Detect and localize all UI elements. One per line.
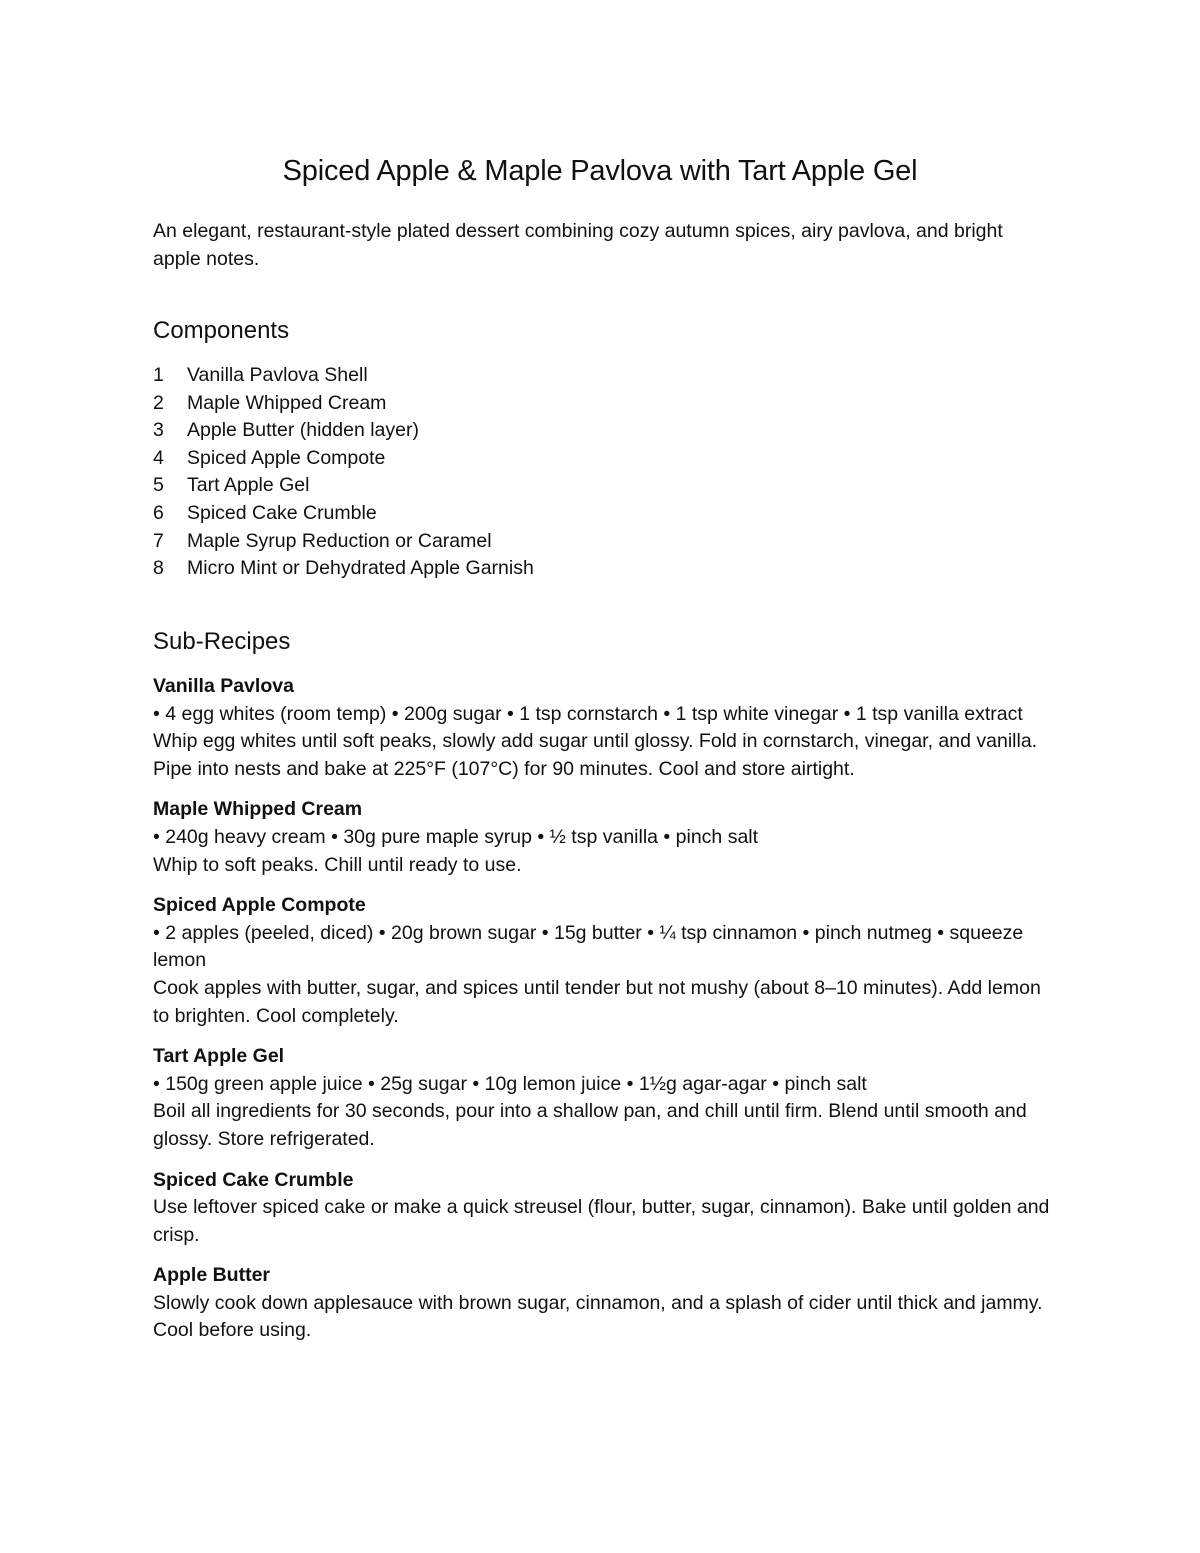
recipe-name: Spiced Apple Compote	[153, 894, 366, 917]
recipe-ingredients: • 2 apples (peeled, diced) • 20g brown sugar • 15g butter • ¼ tsp cinnamon • pinch nutmeg • squeeze lemon	[153, 921, 1024, 972]
list-item-label: Vanilla Pavlova Shell	[187, 364, 368, 386]
list-item-label: Tart Apple Gel	[187, 474, 310, 497]
list-item	[153, 500, 534, 528]
recipe-apple-butter	[153, 1262, 1051, 1345]
recipe-method: Use leftover spiced cake or make a quick streusel (flour, butter, sugar, cinnamon). Bake until golden and crisp.	[153, 1196, 1050, 1246]
list-item-number: 2	[153, 391, 164, 414]
list-item-number: 6	[153, 501, 164, 524]
recipe-ingredients: • 150g green apple juice • 25g sugar • 10g lemon juice • 1½g agar-agar • pinch salt	[153, 1072, 867, 1095]
recipe-spiced-cake-crumble	[153, 1167, 1051, 1250]
list-item	[153, 445, 534, 473]
components-heading: Components	[153, 317, 290, 344]
recipe-method: Boil all ingredients for 30 seconds, pour into a shallow pan, and chill until firm. Blend until smooth and glossy. Store refrigerated.	[153, 1100, 1027, 1150]
recipe-tart-apple-gel	[153, 1043, 1051, 1153]
recipe-name: Spiced Cake Crumble	[153, 1168, 354, 1191]
list-item	[153, 390, 534, 418]
recipe-name: Apple Butter	[153, 1264, 270, 1287]
components-list	[153, 362, 534, 583]
list-item-label: Apple Butter (hidden layer)	[187, 419, 419, 442]
list-item-label: Spiced Apple Compote	[187, 446, 386, 469]
list-item	[153, 362, 534, 390]
recipe-maple-whipped-cream	[153, 796, 1051, 879]
subrecipes-section	[153, 673, 1051, 1358]
list-item-number: 1	[153, 364, 164, 386]
list-item-number: 4	[153, 446, 164, 469]
list-item	[153, 528, 534, 556]
recipe-method: Whip egg whites until soft peaks, slowly add sugar until glossy. Fold in cornstarch, vinegar, and vanilla. Pipe into nests and bake at 225°F (107°C) for 90 minutes. Cool and store airtight.	[153, 730, 1038, 780]
subrecipes-heading: Sub-Recipes	[153, 628, 291, 655]
list-item-label: Micro Mint or Dehydrated Apple Garnish	[187, 557, 534, 580]
list-item-number: 3	[153, 419, 164, 442]
list-item-label: Spiced Cake Crumble	[187, 501, 377, 524]
page-title: Spiced Apple & Maple Pavlova with Tart Apple Gel	[282, 155, 918, 187]
recipe-name: Tart Apple Gel	[153, 1045, 285, 1068]
list-item-number: 8	[153, 557, 164, 580]
recipe-spiced-apple-compote	[153, 892, 1051, 1030]
list-item-label: Maple Syrup Reduction or Caramel	[187, 529, 492, 552]
list-item-number: 7	[153, 529, 164, 552]
recipe-method: Whip to soft peaks. Chill until ready to use.	[153, 853, 522, 876]
list-item	[153, 555, 534, 583]
list-item-number: 5	[153, 474, 164, 497]
recipe-method: Slowly cook down applesauce with brown sugar, cinnamon, and a splash of cider until thick and jammy. Cool before using.	[153, 1291, 1043, 1342]
list-item	[153, 472, 534, 500]
recipe-ingredients: • 4 egg whites (room temp) • 200g sugar • 1 tsp cornstarch • 1 tsp white vinegar • 1 tsp vanilla extract	[153, 702, 1023, 725]
recipe-name: Vanilla Pavlova	[153, 675, 294, 697]
recipe-name: Maple Whipped Cream	[153, 798, 363, 821]
list-item-label: Maple Whipped Cream	[187, 391, 387, 414]
list-item	[153, 417, 534, 445]
recipe-method: Cook apples with butter, sugar, and spices until tender but not mushy (about 8–10 minutes). Add lemon to brighten. Cool completely.	[153, 976, 1041, 1027]
recipe-ingredients: • 240g heavy cream • 30g pure maple syrup • ½ tsp vanilla • pinch salt	[153, 825, 759, 848]
intro-paragraph: An elegant, restaurant-style plated dessert combining cozy autumn spices, airy pavlova, and bright apple notes.	[153, 220, 1003, 270]
recipe-vanilla-pavlova	[153, 673, 1051, 783]
